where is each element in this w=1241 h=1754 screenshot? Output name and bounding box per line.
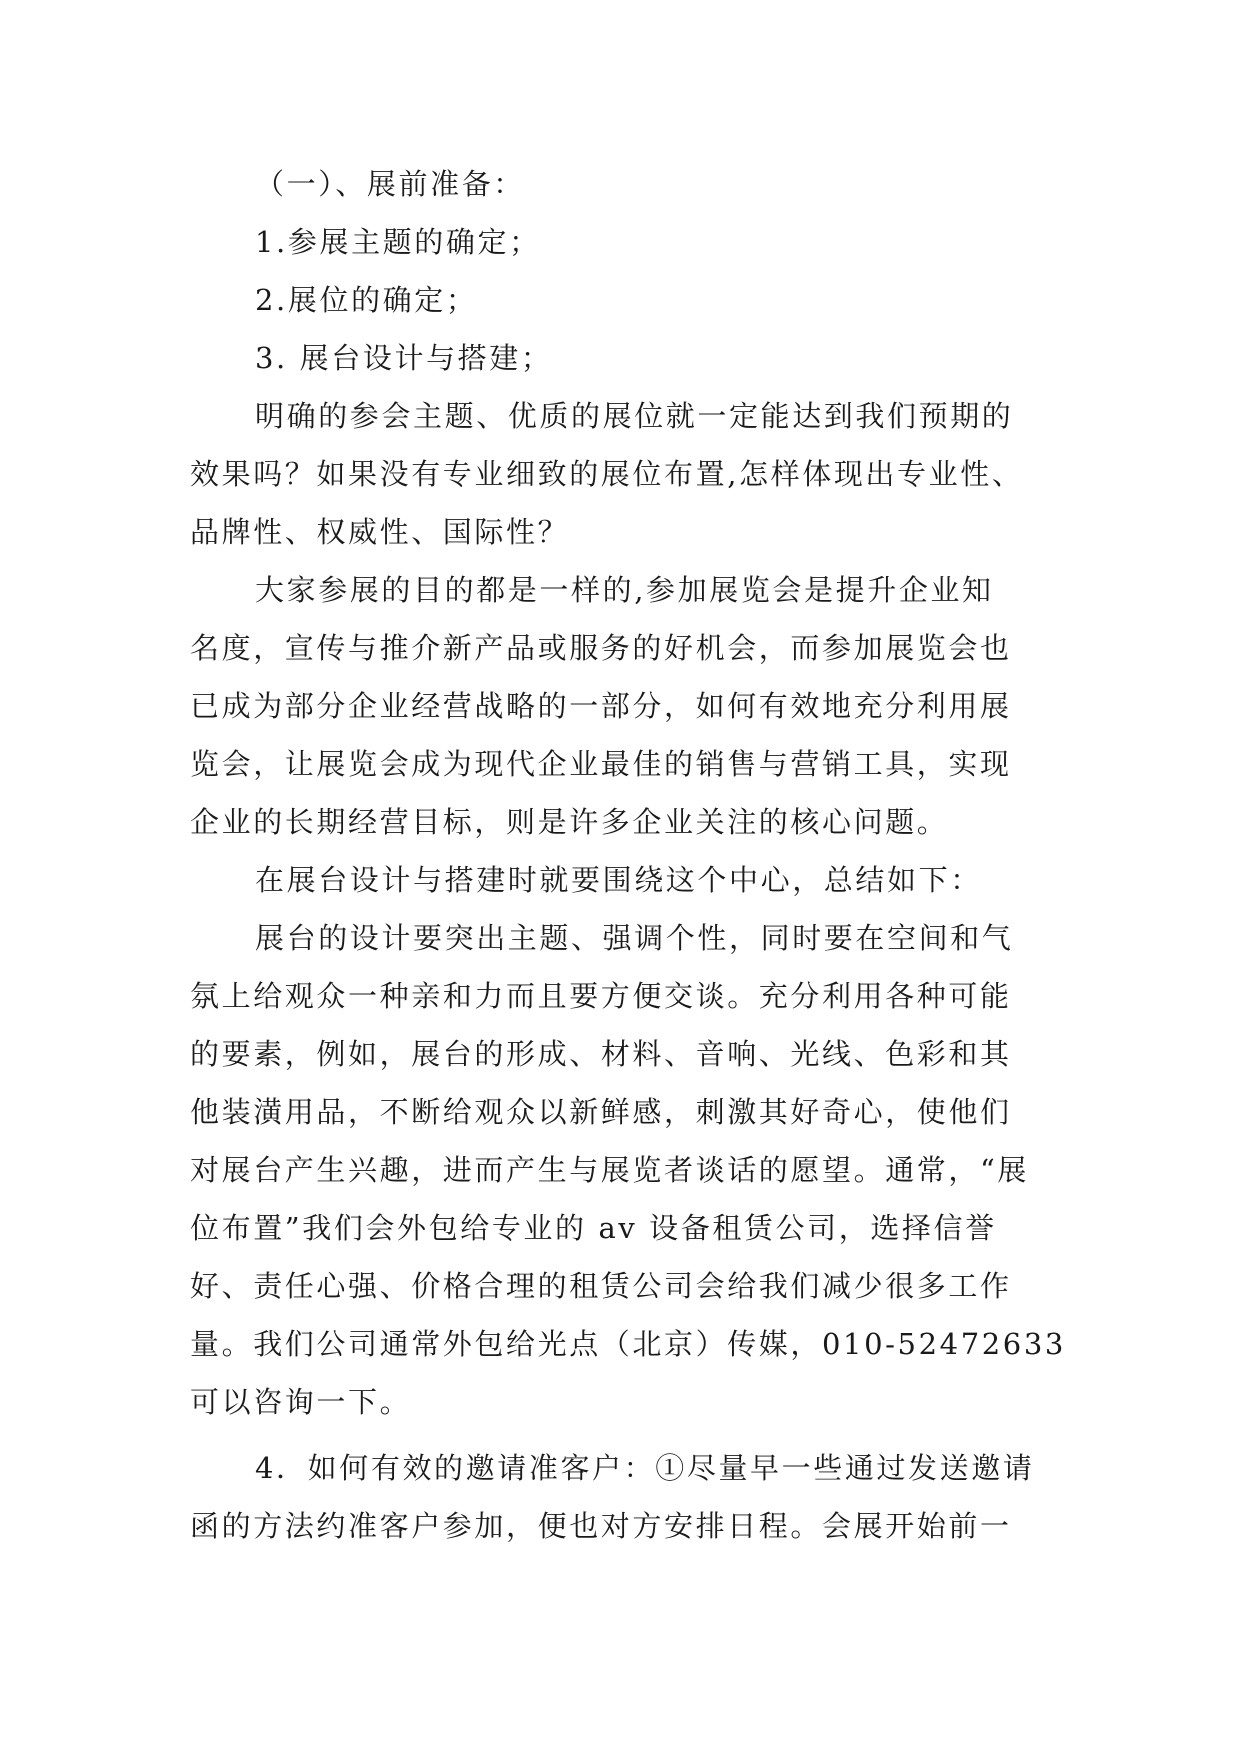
document-body	[190, 155, 1066, 1555]
paragraph-line: 已成为部分企业经营战略的一部分，如何有效地充分利用展	[190, 689, 1012, 723]
list-item: 4．如何有效的邀请准客户：①尽量早一些通过发送邀请	[255, 1451, 1035, 1485]
paragraph-line: 效果吗？如果没有专业细致的展位布置,怎样体现出专业性、	[190, 457, 1024, 491]
section-heading: （一）、展前准备：	[255, 167, 525, 201]
paragraph-line: 大家参展的目的都是一样的,参加展览会是提升企业知	[255, 573, 994, 607]
paragraph-line: 在展台设计与搭建时就要围绕这个中心，总结如下：	[255, 863, 982, 897]
list-item: 3. 展台设计与搭建；	[255, 341, 553, 375]
paragraph-line: 氛上给观众一种亲和力而且要方便交谈。充分利用各种可能	[190, 979, 1012, 1013]
paragraph-line: 览会，让展览会成为现代企业最佳的销售与营销工具，实现	[190, 747, 1012, 781]
paragraph-line: 函的方法约准客户参加，便也对方安排日程。会展开始前一	[190, 1509, 1012, 1543]
paragraph-line: 量。我们公司通常外包给光点（北京）传媒，010-52472633	[190, 1327, 1066, 1361]
paragraph-line: 明确的参会主题、优质的展位就一定能达到我们预期的	[255, 399, 1014, 433]
paragraph-line: 名度，宣传与推介新产品或服务的好机会，而参加展览会也	[190, 631, 1012, 665]
paragraph-line: 可以咨询一下。	[190, 1385, 412, 1419]
paragraph-line: 企业的长期经营目标，则是许多企业关注的核心问题。	[190, 805, 949, 839]
paragraph-line: 对展台产生兴趣，进而产生与展览者谈话的愿望。通常，“展	[190, 1153, 1030, 1187]
list-item: 1.参展主题的确定；	[255, 225, 541, 259]
paragraph-line: 展台的设计要突出主题、强调个性，同时要在空间和气	[255, 921, 1014, 955]
paragraph-line: 好、责任心强、价格合理的租赁公司会给我们减少很多工作	[190, 1269, 1012, 1303]
paragraph-line: 位布置”我们会外包给专业的 av 设备租赁公司，选择信誉	[190, 1211, 997, 1245]
paragraph-line: 他装潢用品，不断给观众以新鲜感，刺激其好奇心，使他们	[190, 1095, 1012, 1129]
paragraph-line: 的要素，例如，展台的形成、材料、音响、光线、色彩和其	[190, 1037, 1012, 1071]
list-item: 2.展位的确定；	[255, 283, 478, 317]
paragraph-line: 品牌性、权威性、国际性？	[190, 515, 570, 549]
